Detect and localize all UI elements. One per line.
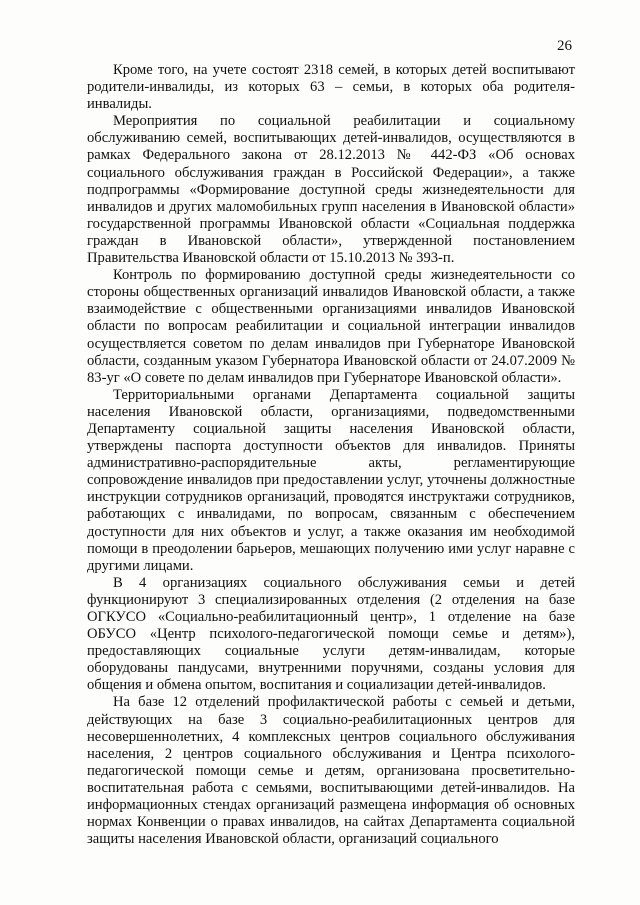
body-text [87,62,575,848]
paragraph-6: На базе 12 отделений профилактической работы с семьей и детьми, действующих на базе 3 социально-реабилитационных центров для несовершеннолетних, 4 комплексных центров социального обслуживания населения, 2 центров социального обслуживания и Центра психолого-педагогической помощи семье и детям, организована просветительно-воспитательная работа с семьями, воспитывающими детей-инвалидов. На информационных стендах организаций размещена информация об основных нормах Конвенции о правах инвалидов, на сайтах Департамента социальной защиты населения Ивановской области, организаций социального [87,694,575,848]
paragraph-4: Территориальными органами Департамента социальной защиты населения Ивановской области, организациями, подведомственными Департаменту социальной защиты населения Ивановской области, утверждены паспорта доступности объектов для инвалидов. Приняты административно-распорядительные акты, регламентирующие сопровождение инвалидов при предоставлении услуг, уточнены должностные инструкции сотрудников организаций, проводятся инструктажи сотрудников, работающих с инвалидами, по вопросам, связанным с обеспечением доступности для них объектов и услуг, а также оказания им необходимой помощи в преодолении барьеров, мешающих получению ими услуг наравне с другими лицами. [87,386,575,574]
paragraph-3: Контроль по формированию доступной среды жизнедеятельности со стороны общественных организаций инвалидов Ивановской области, а также взаимодействие с общественными организациями инвалидов Ивановской области по вопросам реабилитации и социальной интеграции инвалидов осуществляется советом по делам инвалидов при Губернаторе Ивановской области, созданным указом Губернатора Ивановской области от 24.07.2009 № 83-уг «О совете по делам инвалидов при Губернаторе Ивановской области». [87,267,575,386]
paragraph-2: Мероприятия по социальной реабилитации и социальному обслуживанию семей, воспитывающих детей-инвалидов, осуществляются в рамках Федерального закона от 28.12.2013 № 442-ФЗ «Об основах социального обслуживания граждан в Российской Федерации», а также подпрограммы «Формирование доступной среды жизнедеятельности для инвалидов и других маломобильных групп населения в Ивановской области» государственной программы Ивановской области «Социальная поддержка граждан в Ивановской области», утвержденной постановлением Правительства Ивановской области от 15.10.2013 № 393-п. [87,113,575,267]
paragraph-1: Кроме того, на учете состоят 2318 семей, в которых детей воспитывают родители-инвалиды, из которых 63 – семьи, в которых оба родителя-инвалиды. [87,62,575,113]
paragraph-5: В 4 организациях социального обслуживания семьи и детей функционируют 3 специализированных отделения (2 отделения на базе ОГКУСО «Социально-реабилитационный центр», 1 отделение на базе ОБУСО «Центр психолого-педагогической помощи семье и детям»), предоставляющих социальные услуги детям-инвалидам, которые оборудованы пандусами, внутренними поручнями, созданы условия для общения и обмена опытом, воспитания и социализации детей-инвалидов. [87,574,575,694]
page-number: 26 [557,38,572,54]
